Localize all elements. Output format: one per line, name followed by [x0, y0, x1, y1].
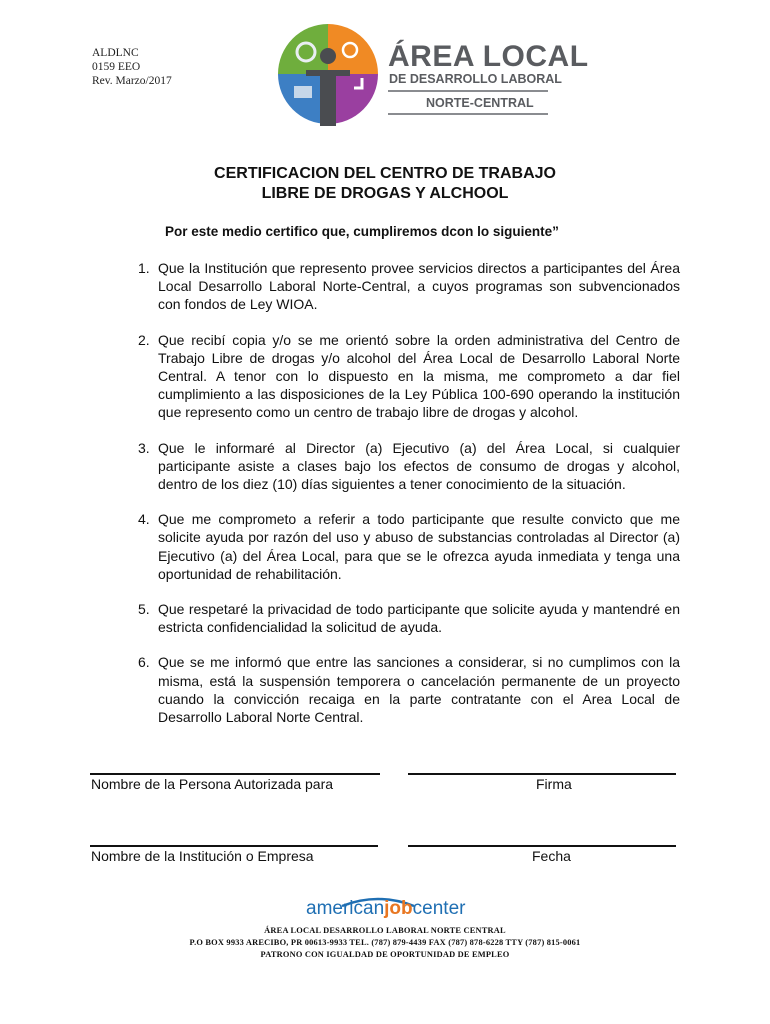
footer-equal-opportunity: PATRONO CON IGUALDAD DE OPORTUNIDAD DE EMPLEO: [260, 950, 510, 959]
institution-name-label: Nombre de la Institución o Empresa: [91, 848, 314, 864]
item-text: Que se me informó que entre las sanciones a considerar, si no cumplimos con la misma, está la suspensión temporera o cancelación permanente de un proyecto cuando la convicción recaiga en la parte contratante con el Area Local de Desarrollo Laboral Norte Central.: [158, 654, 680, 726]
signature-line[interactable]: [408, 773, 676, 775]
form-number: 0159 EEO: [92, 61, 141, 73]
item-text: Que me comprometo a referir a todo participante que resulte convicto que me solicite ayuda por razón del uso y abuso de substancias controladas al Director (a) Ejecutivo (a) del Área Local, para que se le ofrezca ayuda inmediata y tenga una oportunidad de rehabilitación.: [158, 511, 680, 582]
document-title-line-1: CERTIFICACION DEL CENTRO DE TRABAJO: [214, 165, 556, 182]
american-job-center-logo: [306, 898, 465, 920]
brand-divider: [388, 90, 548, 92]
document-title-line-2: LIBRE DE DROGAS Y ALCHOOL: [261, 185, 509, 202]
list-item: [138, 600, 680, 636]
person-name-label: Nombre de la Persona Autorizada para: [91, 776, 334, 792]
form-revision: Rev. Marzo/2017: [92, 75, 172, 87]
list-item: [138, 510, 680, 583]
area-local-logo: [276, 22, 589, 126]
list-item: [138, 259, 680, 314]
item-text: Que respetaré la privacidad de todo participante que solicite ayuda y mantendré en estricta confidencialidad la solicitud de ayuda.: [158, 601, 680, 636]
item-number: 6.: [138, 654, 150, 671]
date-label: Fecha: [532, 848, 571, 864]
footer-organization: ÁREA LOCAL DESARROLLO LABORAL NORTE CENTRAL: [264, 926, 506, 935]
list-item: [138, 439, 680, 494]
item-text: Que recibí copia y/o se me orientó sobre la orden administrativa del Centro de Trabajo Libre de drogas y/o alcohol del Área Local de Desarrollo Laboral Norte Central. A tenor con lo dispuesto en la misma, me comprometo a dar fiel cumplimiento a las disposiciones de la Ley Pública 100-690 operando la institución que represento como un centro de trabajo libre de drogas y alcohol.: [158, 331, 680, 421]
logo-word-job: job: [384, 898, 413, 919]
item-number: 1.: [138, 260, 150, 276]
form-reference: [92, 46, 172, 88]
brand-name: ÁREA LOCAL: [388, 40, 589, 73]
area-local-emblem-icon: [276, 22, 380, 126]
item-number: 4.: [138, 511, 150, 528]
signature-label: Firma: [536, 776, 572, 792]
brand-subtitle: DE DESARROLLO LABORAL: [389, 72, 562, 86]
item-number: 3.: [138, 439, 150, 456]
brand-region: NORTE-CENTRAL: [426, 96, 534, 110]
list-item: [138, 653, 680, 726]
institution-name-line[interactable]: [90, 845, 378, 847]
form-code: ALDLNC: [92, 47, 139, 59]
logo-word-american: american: [306, 898, 385, 919]
logo-word-center: center: [412, 898, 466, 919]
list-item: [138, 331, 680, 422]
item-number: 2.: [138, 331, 150, 348]
date-line[interactable]: [408, 845, 676, 847]
item-text: Que la Institución que represento provee servicios directos a participantes del Área Local Desarrollo Laboral Norte-Central, a cuyos programas son subvencionados con fondos de Ley WIOA.: [158, 260, 680, 313]
item-text: Que le informaré al Director (a) Ejecutivo (a) del Área Local, si cualquier participante asiste a clases bajo los efectos de consumo de drogas y alcohol, dentro de los diez (10) días siguientes a tener conocimiento de la situación.: [158, 439, 680, 493]
brand-divider: [388, 113, 548, 115]
intro-statement: Por este medio certifico que, cumpliremos dcon lo siguiente”: [165, 224, 559, 239]
person-name-line[interactable]: [90, 773, 380, 775]
certification-list: [138, 259, 680, 743]
footer-contact: P.O BOX 9933 ARECIBO, PR 00613-9933 TEL. (787) 879-4439 FAX (787) 878-6228 TTY (787) 815-0061: [189, 938, 581, 947]
item-number: 5.: [138, 601, 150, 618]
